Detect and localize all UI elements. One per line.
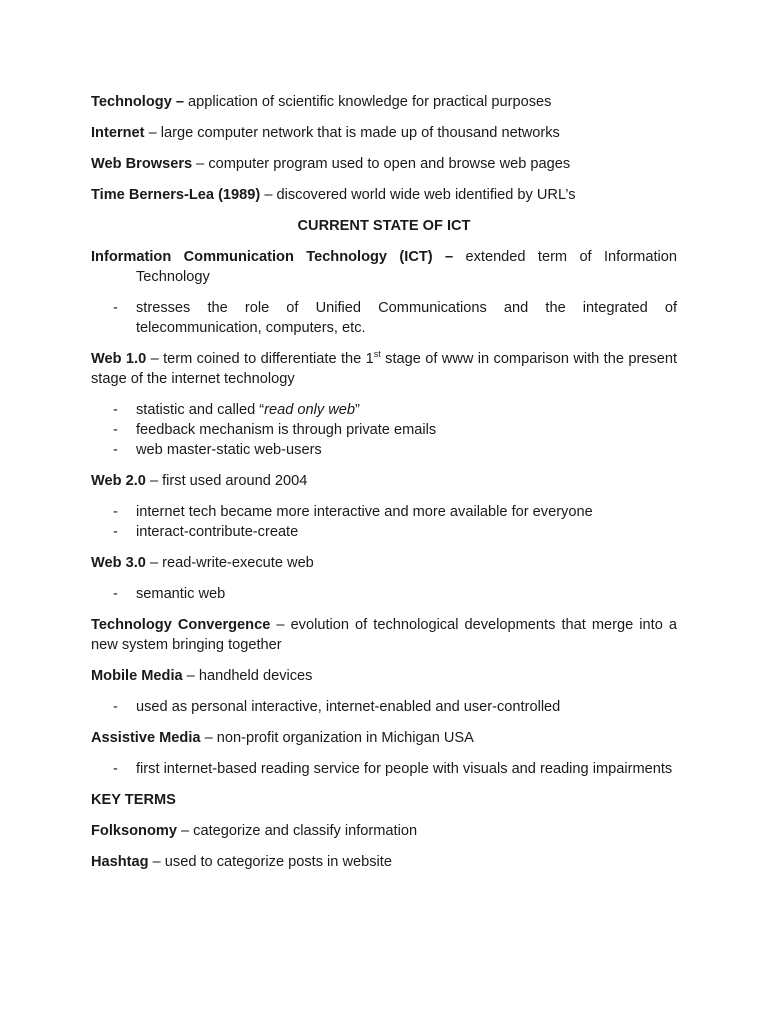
term-assistive-media: Assistive Media (91, 730, 201, 746)
definition-text: – term coined to differentiate the 1 (146, 351, 374, 367)
list-item-text: used as personal interactive, internet-enabled and user-controlled (136, 699, 561, 715)
term-ict: Information Communication Technology (ICT) – (91, 249, 454, 265)
definition-assistive-media (91, 728, 677, 748)
list-item-text: internet tech became more interactive and more available for everyone (136, 504, 593, 520)
definition-text: application of scientific knowledge for practical purposes (183, 94, 552, 110)
list-item (91, 420, 677, 440)
term-technology: Technology – (91, 94, 184, 110)
dash-marker: - (113, 761, 118, 777)
term-web3: Web 3.0 (91, 555, 146, 571)
list-item-text: statistic and called “ (136, 402, 265, 418)
term-folksonomy: Folksonomy (91, 823, 177, 839)
list-item-text: interact-contribute-create (136, 524, 299, 540)
list-item (91, 759, 677, 779)
dash-marker: - (113, 422, 118, 438)
definition-web3 (91, 553, 677, 573)
term-berners-lee: Time Berners-Lea (1989) (91, 187, 261, 203)
definition-hashtag (91, 852, 677, 872)
definition-text: – used to categorize posts in website (148, 854, 392, 870)
definition-text: – evolution of technological developments that merge into a new system bringing together (91, 617, 677, 653)
assistive-media-bullet-list (91, 759, 677, 779)
list-item-text: semantic web (136, 586, 226, 602)
dash-marker: - (113, 504, 118, 520)
term-convergence: Technology Convergence (91, 617, 271, 633)
list-item (91, 522, 677, 542)
list-item (91, 440, 677, 460)
definition-web1 (91, 349, 677, 389)
list-item (91, 584, 677, 604)
term-web1: Web 1.0 (91, 351, 147, 367)
definition-text: – categorize and classify information (176, 823, 418, 839)
term-web-browsers: Web Browsers (91, 156, 193, 172)
ordinal-superscript: st (373, 349, 381, 360)
term-mobile-media: Mobile Media (91, 668, 183, 684)
definition-technology (91, 92, 677, 112)
definition-text: – handheld devices (182, 668, 313, 684)
dash-marker: - (113, 524, 118, 540)
web2-bullet-list (91, 502, 677, 542)
definition-text: – read-write-execute web (145, 555, 314, 571)
list-item-text: stresses the role of Unified Communications and the integrated of telecommunication, computers, etc. (136, 300, 677, 336)
list-item (91, 298, 677, 338)
definition-text: – discovered world wide web identified by URL’s (260, 187, 576, 203)
definition-ict (91, 247, 677, 287)
definition-text: – large computer network that is made up of thousand networks (144, 125, 560, 141)
dash-marker: - (113, 586, 118, 602)
dash-marker: - (113, 402, 118, 418)
list-item-text: first internet-based reading service for people with visuals and reading impairments (136, 761, 673, 777)
term-hashtag: Hashtag (91, 854, 149, 870)
term-internet: Internet (91, 125, 145, 141)
list-item-text: ” (355, 402, 360, 418)
definition-text: – computer program used to open and browse web pages (192, 156, 571, 172)
list-item (91, 502, 677, 522)
definition-text: extended term of Information Technology (136, 249, 677, 285)
definition-internet (91, 123, 677, 143)
term-web2: Web 2.0 (91, 473, 146, 489)
dash-marker: - (113, 300, 118, 316)
key-terms-heading: KEY TERMS (91, 792, 176, 808)
dash-marker: - (113, 699, 118, 715)
list-item-text: feedback mechanism is through private emails (136, 422, 437, 438)
mobile-media-bullet-list (91, 697, 677, 717)
definition-web2 (91, 471, 677, 491)
definition-berners-lee (91, 185, 677, 205)
definition-mobile-media (91, 666, 677, 686)
definition-text: – first used around 2004 (145, 473, 308, 489)
document-body (91, 92, 677, 883)
ict-bullet-list (91, 298, 677, 338)
list-item (91, 697, 677, 717)
definition-text: stage of www in comparison with the present stage of the internet technology (91, 351, 678, 387)
definition-text: – non-profit organization in Michigan USA (200, 730, 474, 746)
list-item (91, 400, 677, 420)
section-heading: CURRENT STATE OF ICT (297, 218, 471, 234)
web3-bullet-list (91, 584, 677, 604)
italic-phrase: read only web (264, 402, 356, 418)
web1-bullet-list (91, 400, 677, 460)
definition-convergence (91, 615, 677, 655)
list-item-text: web master-static web-users (136, 442, 322, 458)
dash-marker: - (113, 442, 118, 458)
definition-folksonomy (91, 821, 677, 841)
definition-web-browsers (91, 154, 677, 174)
